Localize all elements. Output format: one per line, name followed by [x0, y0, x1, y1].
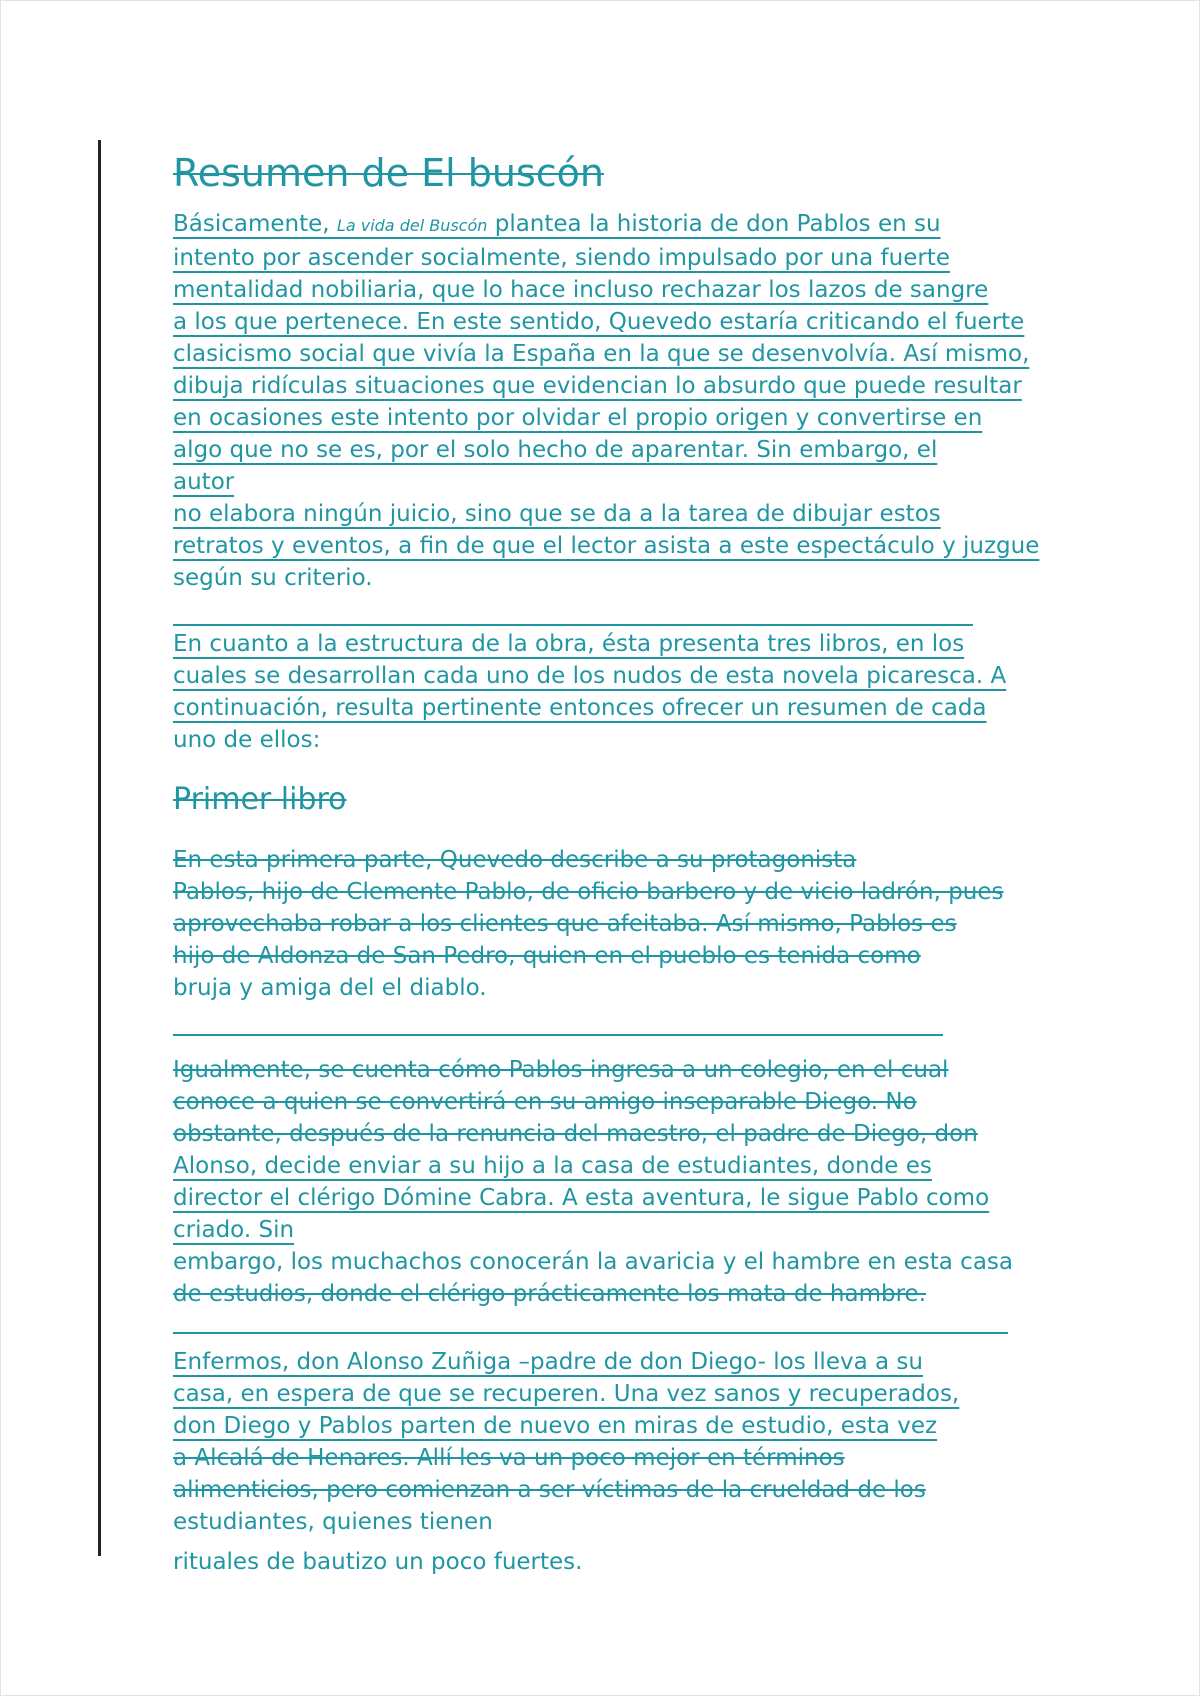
paragraph-line: Alonso, decide enviar a su hijo a la casa de estudiantes, donde es: [173, 1153, 932, 1179]
intro-line: intento por ascender socialmente, siendo impulsado por una fuerte: [173, 245, 950, 271]
paragraph-line: embargo, los muchachos conocerán la avaricia y el hambre en esta casa: [173, 1249, 1013, 1275]
intro-line: autor: [173, 469, 235, 495]
margin-rule: [98, 140, 101, 1556]
intro-line: mentalidad nobiliaria, que lo hace incluso rechazar los lazos de sangre: [173, 277, 989, 303]
intro-line: retratos y eventos, a fin de que el lector asista a este espectáculo y juzgue: [173, 533, 1040, 559]
paragraph-line: a Alcalá de Henares. Allí les va un poco mejor en términos: [173, 1445, 845, 1471]
book-title-italic: La vida del Buscón: [336, 216, 488, 235]
paragraph-line: don Diego y Pablos parten de nuevo en miras de estudio, esta vez: [173, 1413, 938, 1439]
separator-line: [173, 1332, 1008, 1334]
paragraph-line: alimenticios, pero comienzan a ser víctimas de la crueldad de los: [173, 1477, 926, 1503]
paragraph-line: bruja y amiga del el diablo.: [173, 975, 487, 1001]
intro-paragraph: [173, 208, 1073, 594]
intro-line: no elabora ningún juicio, sino que se da a la tarea de dibujar estos: [173, 501, 941, 527]
separator-line: [173, 1034, 943, 1036]
structure-line: cuales se desarrollan cada uno de los nudos de esta novela picaresca. A: [173, 663, 1007, 689]
intro-line: Básicamente, La vida del Buscón plantea la historia de don Pablos en su: [173, 211, 941, 237]
paragraph-line: rituales de bautizo un poco fuertes.: [173, 1549, 583, 1575]
paragraph-line: Pablos, hijo de Clemente Pablo, de oficio barbero y de vicio ladrón, pues: [173, 879, 1004, 905]
paragraph-line: de estudios, donde el clérigo prácticamente los mata de hambre.: [173, 1281, 927, 1307]
document-title: Resumen de El buscón: [173, 151, 604, 195]
paragraph-line: Igualmente, se cuenta cómo Pablos ingresa a un colegio, en el cual: [173, 1057, 949, 1083]
structure-line: En cuanto a la estructura de la obra, ésta presenta tres libros, en los: [173, 631, 965, 657]
structure-paragraph: [173, 628, 1073, 756]
separator-line: [173, 624, 973, 626]
paragraph-line: conoce a quien se convertirá en su amigo inseparable Diego. No: [173, 1089, 917, 1115]
intro-line: dibuja ridículas situaciones que evidencian lo absurdo que puede resultar: [173, 373, 1022, 399]
intro-line: según su criterio.: [173, 565, 373, 591]
paragraph-line: hijo de Aldonza de San Pedro, quien en el pueblo es tenida como: [173, 943, 921, 969]
intro-line: en ocasiones este intento por olvidar el propio origen y convertirse en: [173, 405, 983, 431]
paragraph-line: director el clérigo Dómine Cabra. A esta aventura, le sigue Pablo como: [173, 1185, 990, 1211]
first-book-paragraph-1: [173, 844, 1073, 1004]
paragraph-line: obstante, después de la renuncia del maestro, el padre de Diego, don: [173, 1121, 978, 1147]
first-book-paragraph-2: [173, 1054, 1073, 1310]
paragraph-line: criado. Sin: [173, 1217, 295, 1243]
structure-line: uno de ellos:: [173, 727, 321, 753]
paragraph-line: casa, en espera de que se recuperen. Una vez sanos y recuperados,: [173, 1381, 960, 1407]
paragraph-line: En esta primera parte, Quevedo describe a su protagonista: [173, 847, 857, 873]
paragraph-line: Enfermos, don Alonso Zuñiga –padre de don Diego- los lleva a su: [173, 1349, 923, 1375]
intro-line: a los que pertenece. En este sentido, Quevedo estaría criticando el fuerte: [173, 309, 1025, 335]
first-book-paragraph-3: [173, 1346, 1073, 1578]
paragraph-line: estudiantes, quienes tienen: [173, 1509, 493, 1535]
intro-line: algo que no se es, por el solo hecho de aparentar. Sin embargo, el: [173, 437, 938, 463]
paragraph-line: aprovechaba robar a los clientes que afeitaba. Así mismo, Pablos es: [173, 911, 957, 937]
document-body: [173, 150, 1073, 1578]
structure-line: continuación, resulta pertinente entonces ofrecer un resumen de cada: [173, 695, 987, 721]
intro-line: clasicismo social que vivía la España en la que se desenvolvía. Así mismo,: [173, 341, 1030, 367]
section-heading-primer-libro: Primer libro: [173, 782, 347, 817]
